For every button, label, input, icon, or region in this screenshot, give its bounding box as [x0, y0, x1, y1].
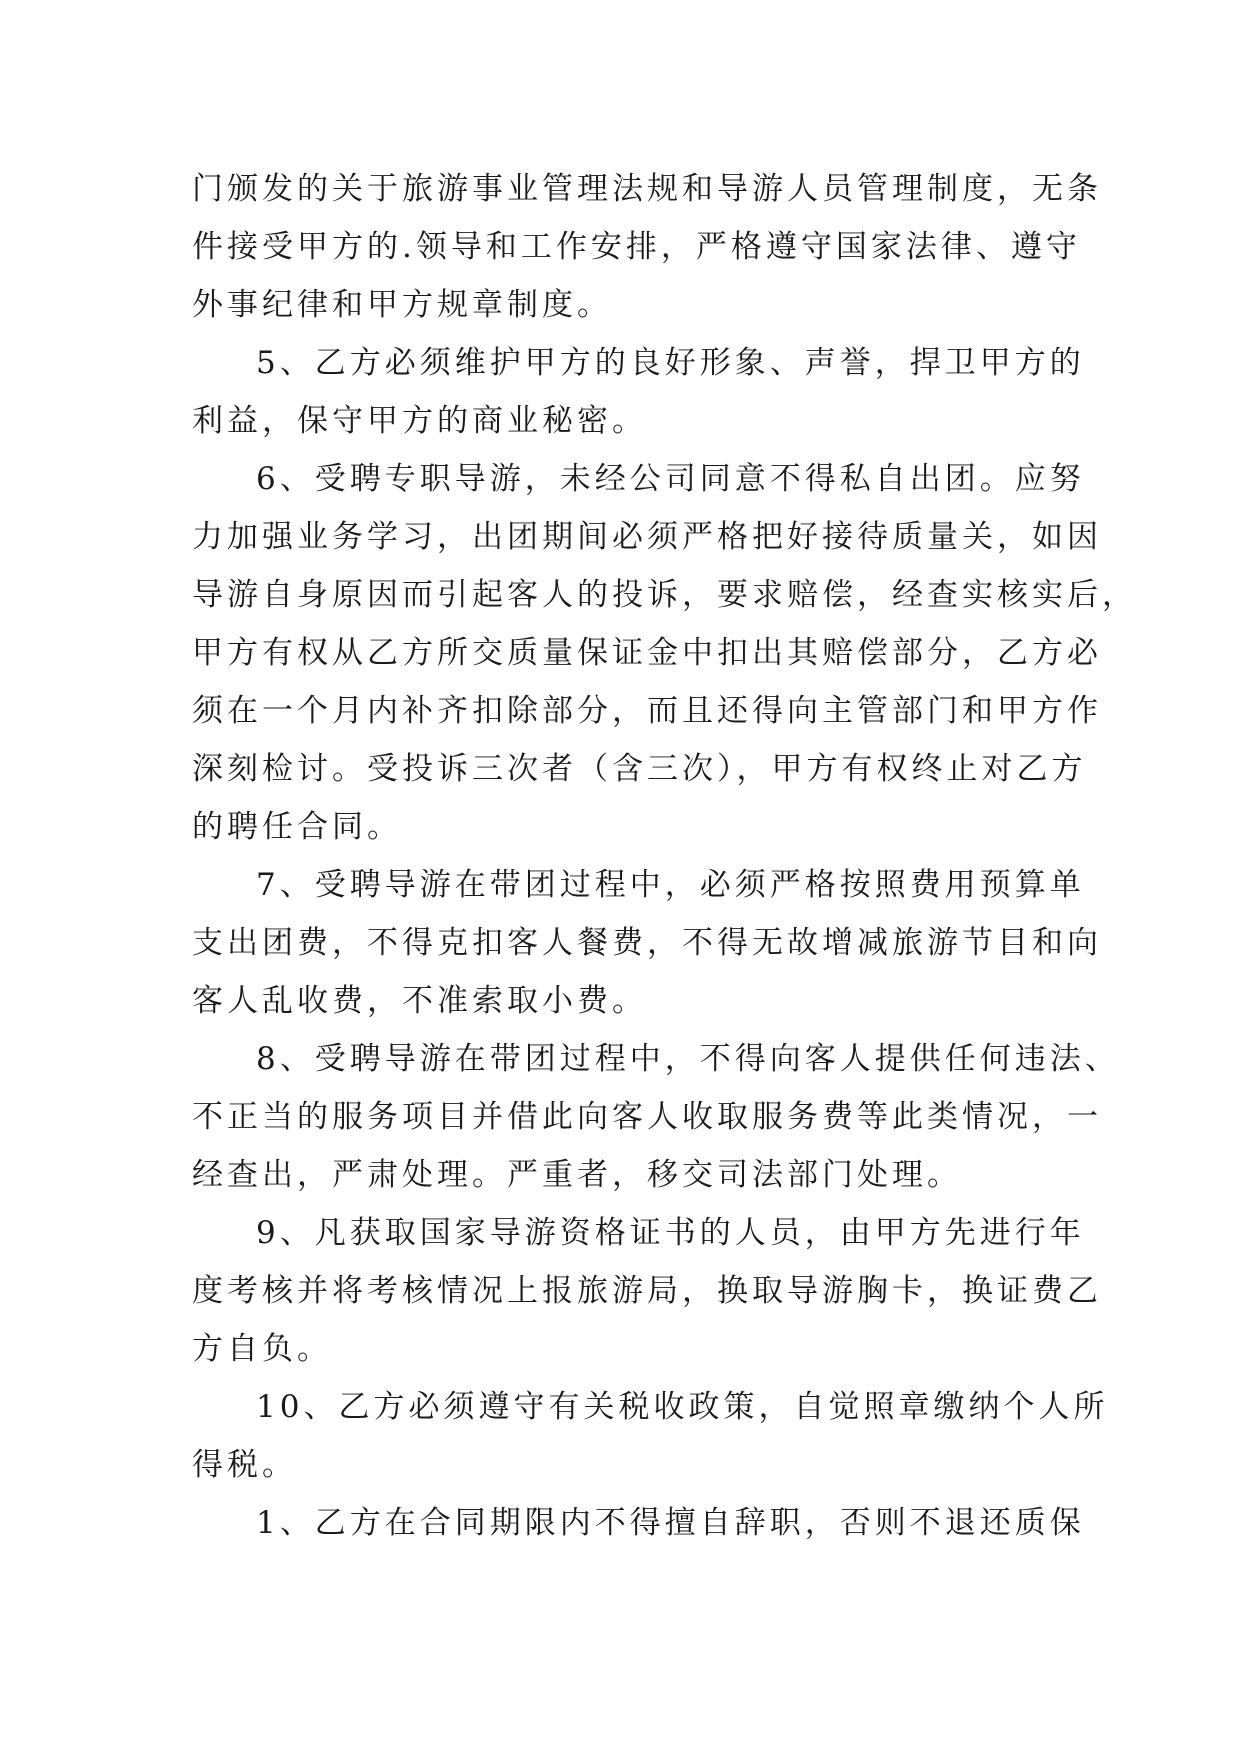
text-line: 不正当的服务项目并借此向客人收取服务费等此类情况，一: [192, 1099, 1102, 1135]
text-line: 外事纪律和甲方规章制度。: [192, 287, 612, 323]
document-body: [192, 160, 1137, 1552]
text-line: 6、受聘专职导游，未经公司同意不得私自出团。应努: [256, 461, 1085, 497]
text-line: 得税。: [192, 1447, 297, 1483]
text-line: 深刻检讨。受投诉三次者（含三次），甲方有权终止对乙方: [192, 751, 1087, 787]
text-line: 须在一个月内补齐扣除部分，而且还得向主管部门和甲方作: [192, 693, 1102, 729]
text-line: 5、乙方必须维护甲方的良好形象、声誉，捍卫甲方的: [256, 345, 1085, 381]
text-line: 的聘任合同。: [192, 809, 402, 845]
text-line: 客人乱收费，不准索取小费。: [192, 983, 647, 1019]
text-line: 甲方有权从乙方所交质量保证金中扣出其赔偿部分，乙方必: [192, 635, 1102, 671]
text-line: 10、乙方必须遵守有关税收政策，自觉照章缴纳个人所: [256, 1389, 1109, 1425]
text-line: 方自负。: [192, 1331, 332, 1367]
text-line: 经查出，严肃处理。严重者，移交司法部门处理。: [192, 1157, 962, 1193]
text-line: 8、受聘导游在带团过程中，不得向客人提供任何违法、: [256, 1041, 1120, 1077]
text-line: 9、凡获取国家导游资格证书的人员，由甲方先进行年: [256, 1215, 1085, 1251]
text-line: 1、乙方在合同期限内不得擅自辞职，否则不退还质保: [256, 1505, 1085, 1541]
text-line: 力加强业务学习，出团期间必须严格把好接待质量关，如因: [192, 519, 1102, 555]
text-line: 利益，保守甲方的商业秘密。: [192, 403, 647, 439]
text-line: 件接受甲方的.领导和工作安排，严格遵守国家法律、遵守: [192, 229, 1081, 265]
text-line: 导游自身原因而引起客人的投诉，要求赔偿，经查实核实后，: [192, 577, 1137, 613]
text-line: 支出团费，不得克扣客人餐费，不得无故增减旅游节目和向: [192, 925, 1102, 961]
text-line: 度考核并将考核情况上报旅游局，换取导游胸卡，换证费乙: [192, 1273, 1102, 1309]
text-line: 7、受聘导游在带团过程中，必须严格按照费用预算单: [256, 867, 1085, 903]
text-line: 门颁发的关于旅游事业管理法规和导游人员管理制度，无条: [192, 171, 1102, 207]
